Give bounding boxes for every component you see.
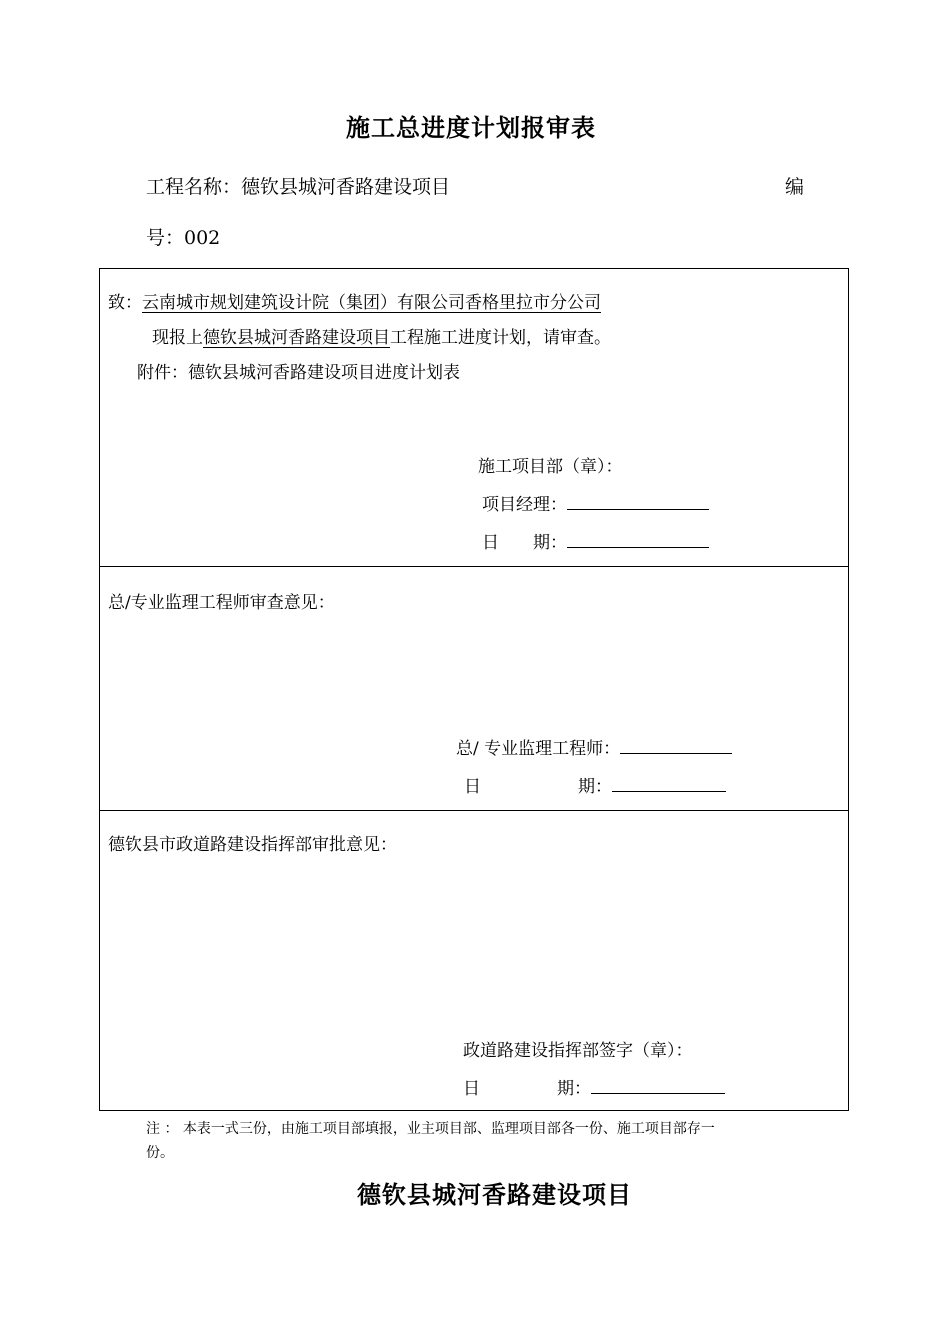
divider-1 [100,566,848,567]
date-line-1 [482,528,709,553]
form-table [99,268,849,1111]
date-field-3[interactable] [591,1075,725,1094]
date-field-2[interactable] [612,773,726,792]
number-label-prefix: 编 [785,176,805,198]
engineer-signature-field[interactable] [620,735,732,754]
recipient-company: 云南城市规划建筑设计院（集团）有限公司香格里拉市分公司 [142,293,601,313]
supervisor-opinion-heading: 总/专业监理工程师审查意见： [108,593,335,613]
engineer-line [456,734,732,759]
dept-seal-label: 施工项目部（章）： [478,457,623,477]
manager-line [482,490,709,515]
date-label-2: 期： [578,777,612,797]
date-left-3: 日 [463,1079,480,1099]
report-line [152,323,611,348]
manager-signature-field[interactable] [567,491,709,510]
hq-approval-heading: 德钦县市政道路建设指挥部审批意见： [108,835,397,855]
divider-2 [100,810,848,811]
engineer-label: 总/ 专业监理工程师： [456,739,621,759]
date-label-1: 日 期： [482,533,567,553]
report-prefix: 现报上 [152,328,203,348]
date-label-3: 期： [557,1079,591,1099]
date-field-1[interactable] [567,529,709,548]
recipient-prefix: 致： [108,293,142,313]
date-left-2: 日 [464,777,481,797]
date-line-2 [578,772,726,797]
form-title: 施工总进度计划报审表 [346,113,596,142]
footer-title: 德钦县城河香路建设项目 [357,1180,632,1209]
note-line-2: 份。 [146,1145,174,1161]
manager-label: 项目经理： [482,495,567,515]
report-project: 德钦县城河香路建设项目 [203,328,390,348]
number-label: 号：002 [146,227,221,249]
note-line-1: 注 ： 本表一式三份，由施工项目部填报，业主项目部、监理项目部各一份、施工项目部存一 [146,1121,715,1137]
report-suffix: 工程施工进度计划，请审查。 [390,328,611,348]
attachment-line: 附件：德钦县城河香路建设项目进度计划表 [137,363,460,383]
hq-sign-label: 政道路建设指挥部签字（章）： [463,1041,693,1061]
recipient-line [108,288,601,313]
date-line-3 [557,1074,725,1099]
project-name-label: 工程名称：德钦县城河香路建设项目 [146,176,451,198]
